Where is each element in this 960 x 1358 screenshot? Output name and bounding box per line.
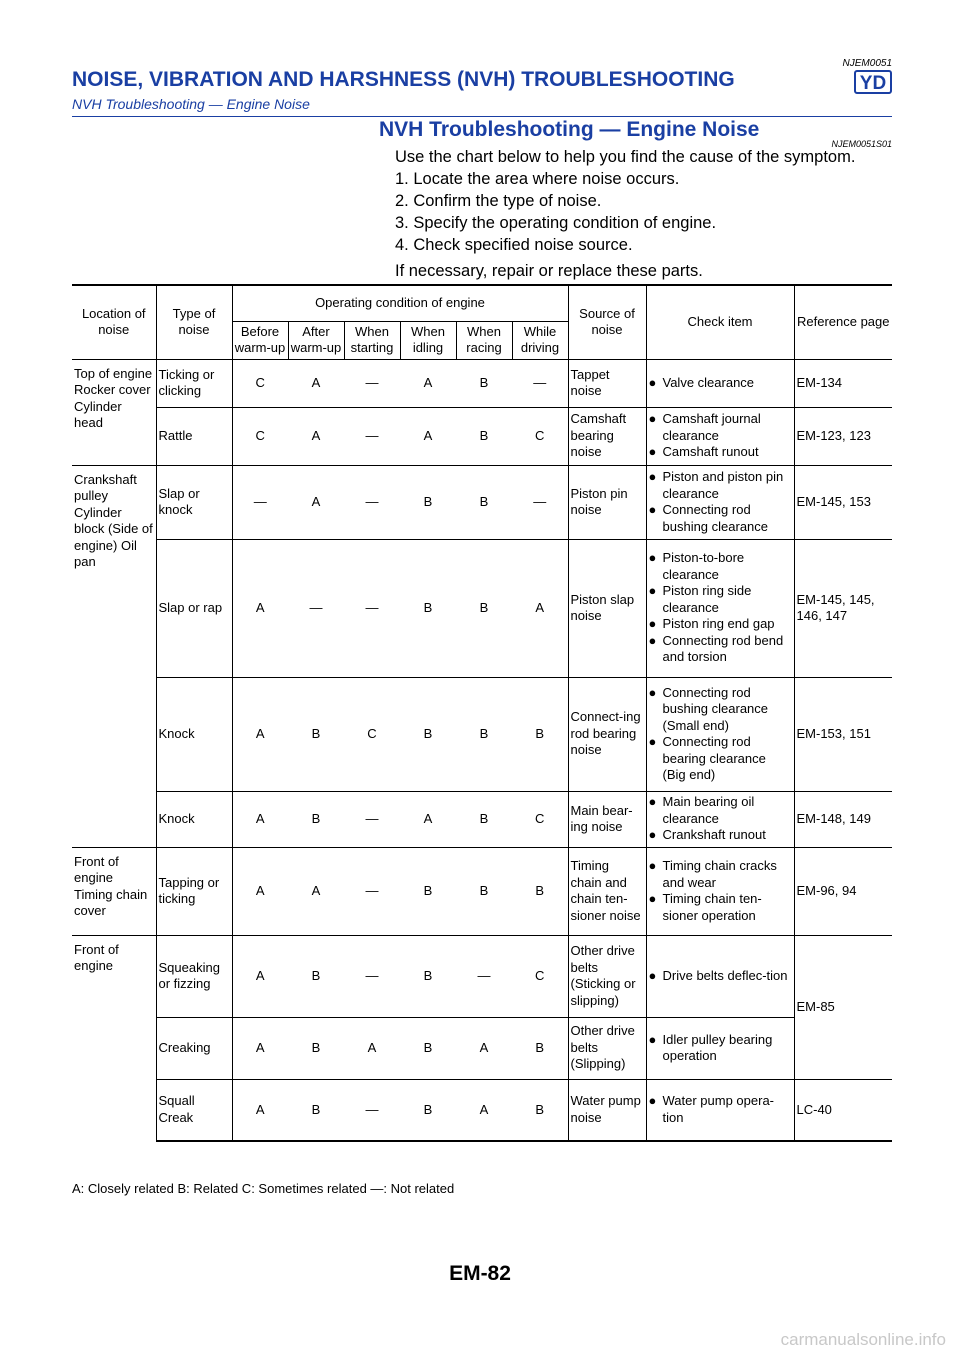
condition-cell: — xyxy=(344,407,400,465)
condition-cell: C xyxy=(512,935,568,1017)
check-text: Crankshaft runout xyxy=(662,827,766,843)
condition-cell: B xyxy=(456,465,512,539)
bullet-icon: ● xyxy=(648,411,657,427)
bullet-icon: ● xyxy=(648,1031,657,1047)
bullet-icon: ● xyxy=(648,550,657,566)
type-cell: Slap or rap xyxy=(156,539,232,677)
check-text: Piston ring side clearance xyxy=(662,583,752,615)
check-text: Water pump opera-tion xyxy=(662,1093,775,1125)
source-cell: Connect-ing rod bearing noise xyxy=(568,677,646,791)
table-row xyxy=(72,847,892,935)
watermark: carmanualsonline.info xyxy=(780,1330,946,1349)
bullet-icon: ● xyxy=(648,632,657,648)
col-header-source: Source of noise xyxy=(568,285,646,359)
condition-cell: B xyxy=(400,847,456,935)
condition-cell: B xyxy=(512,1079,568,1141)
source-cell: Piston pin noise xyxy=(568,465,646,539)
check-item xyxy=(649,827,792,844)
bullet-icon: ● xyxy=(648,891,657,906)
condition-cell: A xyxy=(288,407,344,465)
condition-cell: — xyxy=(344,935,400,1017)
bullet-icon: ● xyxy=(648,583,657,599)
legend: A: Closely related B: Related C: Sometimes related —: Not related xyxy=(72,1181,455,1196)
section-code: NJEM0051S01 xyxy=(831,139,892,149)
condition-cell: B xyxy=(456,847,512,935)
condition-cell: B xyxy=(288,791,344,847)
check-cell xyxy=(646,539,794,677)
condition-cell: A xyxy=(288,847,344,935)
check-text: Piston-to-bore clearance xyxy=(662,550,745,582)
bullet-icon: ● xyxy=(648,1093,657,1109)
check-cell xyxy=(646,1017,794,1079)
condition-cell: A xyxy=(232,539,288,677)
check-item xyxy=(649,502,792,535)
source-cell: Main bear-ing noise xyxy=(568,791,646,847)
condition-cell: A xyxy=(232,791,288,847)
check-text: Drive belts deflec-tion xyxy=(662,967,788,983)
col-header-check: Check item xyxy=(646,285,794,359)
condition-cell: B xyxy=(400,677,456,791)
check-list xyxy=(649,968,792,985)
col-header-idling: When idling xyxy=(400,321,456,359)
condition-cell: B xyxy=(400,935,456,1017)
bullet-icon: ● xyxy=(648,444,657,460)
header-divider xyxy=(72,116,892,117)
bullet-icon: ● xyxy=(648,374,657,390)
col-header-operating: Operating condition of engine xyxy=(232,285,568,321)
check-item xyxy=(649,469,792,502)
check-list xyxy=(649,1032,792,1065)
condition-cell: A xyxy=(232,847,288,935)
check-item xyxy=(649,550,792,583)
condition-cell: — xyxy=(344,465,400,539)
check-list xyxy=(649,794,792,844)
condition-cell: B xyxy=(288,935,344,1017)
check-text: Connecting rod bend and torsion xyxy=(662,632,784,665)
condition-cell: A xyxy=(232,1079,288,1141)
check-item xyxy=(649,1032,792,1065)
check-cell xyxy=(646,465,794,539)
condition-cell: — xyxy=(344,791,400,847)
check-item xyxy=(649,891,792,924)
condition-cell: A xyxy=(288,359,344,407)
check-list xyxy=(649,1093,792,1126)
location-cell: Front of engine Timing chain cover xyxy=(72,847,156,935)
condition-cell: — xyxy=(288,539,344,677)
check-text: Timing chain cracks and wear xyxy=(662,858,777,890)
check-list xyxy=(649,550,792,666)
check-text: Connecting rod bushing clearance (Small end) xyxy=(662,684,769,733)
location-cell: Crankshaft pulley Cylinder block (Side of engine) Oil pan xyxy=(72,465,156,847)
check-item xyxy=(649,794,792,827)
bullet-icon: ● xyxy=(648,616,657,632)
header-row xyxy=(72,68,892,98)
check-text: Connecting rod bushing clearance xyxy=(662,502,769,534)
check-list xyxy=(649,469,792,535)
condition-cell: A xyxy=(456,1079,512,1141)
condition-cell: A xyxy=(400,407,456,465)
type-cell: Squeaking or fizzing xyxy=(156,935,232,1017)
check-item xyxy=(649,685,792,735)
condition-cell: A xyxy=(232,935,288,1017)
condition-cell: — xyxy=(456,935,512,1017)
source-cell: Piston slap noise xyxy=(568,539,646,677)
check-item xyxy=(649,734,792,784)
check-text: Camshaft runout xyxy=(662,444,759,460)
condition-cell: — xyxy=(512,359,568,407)
source-cell: Tappet noise xyxy=(568,359,646,407)
col-header-type: Type of noise xyxy=(156,285,232,359)
check-text: Timing chain ten-sioner operation xyxy=(662,891,762,923)
reference-cell: EM-145, 145, 146, 147 xyxy=(794,539,892,677)
condition-cell: B xyxy=(512,677,568,791)
step-item: 1. Locate the area where noise occurs. xyxy=(395,170,680,188)
condition-cell: A xyxy=(288,465,344,539)
type-cell: Ticking or clicking xyxy=(156,359,232,407)
check-item xyxy=(649,616,792,633)
location-cell: Top of engine Rocker cover Cylinder head xyxy=(72,359,156,465)
table-row xyxy=(72,539,892,677)
condition-cell: C xyxy=(344,677,400,791)
check-list xyxy=(649,858,792,924)
col-header-after: After warm-up xyxy=(288,321,344,359)
check-item xyxy=(649,858,792,891)
check-text: Camshaft journal clearance xyxy=(662,411,761,443)
step-item: 2. Confirm the type of noise. xyxy=(395,192,602,210)
source-cell: Camshaft bearing noise xyxy=(568,407,646,465)
condition-cell: B xyxy=(456,407,512,465)
type-cell: Tapping or ticking xyxy=(156,847,232,935)
check-cell xyxy=(646,1079,794,1141)
bullet-icon: ● xyxy=(648,469,657,484)
condition-cell: B xyxy=(456,539,512,677)
table-body xyxy=(72,359,892,1141)
bullet-icon: ● xyxy=(648,794,657,810)
check-item xyxy=(649,633,792,666)
bullet-icon: ● xyxy=(648,858,657,873)
condition-cell: B xyxy=(456,791,512,847)
col-header-ref: Reference page xyxy=(794,285,892,359)
table-row xyxy=(72,407,892,465)
col-header-before: Before warm-up xyxy=(232,321,288,359)
check-list xyxy=(649,685,792,784)
reference-cell: EM-123, 123 xyxy=(794,407,892,465)
bullet-icon: ● xyxy=(648,734,657,749)
condition-cell: A xyxy=(344,1017,400,1079)
condition-cell: C xyxy=(512,791,568,847)
condition-cell: A xyxy=(232,1017,288,1079)
check-item xyxy=(649,444,792,461)
check-item xyxy=(649,1093,792,1126)
condition-cell: B xyxy=(288,1079,344,1141)
type-cell: Slap or knock xyxy=(156,465,232,539)
condition-cell: B xyxy=(400,1017,456,1079)
check-text: Main bearing oil clearance xyxy=(662,794,755,826)
page-number: EM-82 xyxy=(449,1262,511,1285)
condition-cell: A xyxy=(456,1017,512,1079)
intro-block xyxy=(395,146,855,282)
table-row xyxy=(72,1079,892,1141)
check-text: Idler pulley bearing operation xyxy=(662,1031,773,1063)
reference-cell: EM-148, 149 xyxy=(794,791,892,847)
condition-cell: B xyxy=(288,1017,344,1079)
reference-cell: EM-145, 153 xyxy=(794,465,892,539)
condition-cell: B xyxy=(512,1017,568,1079)
condition-cell: B xyxy=(400,465,456,539)
section-title: NVH Troubleshooting — Engine Noise xyxy=(379,118,760,141)
col-header-driving: While driving xyxy=(512,321,568,359)
condition-cell: A xyxy=(232,677,288,791)
source-cell: Other drive belts (Slipping) xyxy=(568,1017,646,1079)
condition-cell: — xyxy=(232,465,288,539)
source-cell: Water pump noise xyxy=(568,1079,646,1141)
manual-section-title: NOISE, VIBRATION AND HARSHNESS (NVH) TROUBLESHOOTING xyxy=(72,68,735,91)
type-cell: Knock xyxy=(156,677,232,791)
bullet-icon: ● xyxy=(648,502,657,517)
check-cell xyxy=(646,791,794,847)
bullet-icon: ● xyxy=(648,967,657,983)
condition-cell: B xyxy=(400,1079,456,1141)
engine-noise-table xyxy=(72,284,892,1142)
repair-note: If necessary, repair or replace these parts. xyxy=(395,262,703,280)
check-item xyxy=(649,411,792,444)
check-text: Piston ring end gap xyxy=(662,616,775,632)
check-text: Piston and piston pin clearance xyxy=(662,469,784,501)
location-cell: Front of engine xyxy=(72,935,156,1141)
condition-cell: A xyxy=(400,359,456,407)
condition-cell: C xyxy=(232,407,288,465)
condition-cell: — xyxy=(344,847,400,935)
type-cell: Creaking xyxy=(156,1017,232,1079)
condition-cell: B xyxy=(400,539,456,677)
table-row xyxy=(72,1017,892,1079)
check-text: Connecting rod bearing clearance (Big end) xyxy=(662,734,766,782)
reference-cell: LC-40 xyxy=(794,1079,892,1141)
check-list xyxy=(649,375,792,392)
check-text: Valve clearance xyxy=(662,374,755,390)
condition-cell: — xyxy=(344,539,400,677)
table-row xyxy=(72,677,892,791)
step-item: 4. Check specified noise source. xyxy=(395,236,633,254)
condition-cell: — xyxy=(512,465,568,539)
table-row xyxy=(72,465,892,539)
condition-cell: — xyxy=(344,359,400,407)
table-row xyxy=(72,935,892,1017)
check-item xyxy=(649,375,792,392)
table-row xyxy=(72,791,892,847)
col-header-starting: When starting xyxy=(344,321,400,359)
condition-cell: C xyxy=(512,407,568,465)
condition-cell: B xyxy=(456,359,512,407)
source-cell: Timing chain and chain ten-sioner noise xyxy=(568,847,646,935)
condition-cell: B xyxy=(456,677,512,791)
col-header-racing: When racing xyxy=(456,321,512,359)
condition-cell: A xyxy=(512,539,568,677)
type-cell: Squall Creak xyxy=(156,1079,232,1141)
col-header-location: Location of noise xyxy=(72,285,156,359)
check-cell xyxy=(646,847,794,935)
reference-cell: EM-153, 151 xyxy=(794,677,892,791)
check-item xyxy=(649,968,792,985)
top-reference-code: NJEM0051 xyxy=(842,58,892,69)
intro-text: Use the chart below to help you find the cause of the symptom. xyxy=(395,148,856,166)
reference-cell: EM-134 xyxy=(794,359,892,407)
check-cell xyxy=(646,359,794,407)
table-row xyxy=(72,359,892,407)
condition-cell: C xyxy=(232,359,288,407)
reference-cell: EM-96, 94 xyxy=(794,847,892,935)
bullet-icon: ● xyxy=(648,684,657,700)
step-item: 3. Specify the operating condition of engine. xyxy=(395,214,717,232)
engine-model-badge: YD xyxy=(854,70,892,94)
condition-cell: — xyxy=(344,1079,400,1141)
check-cell xyxy=(646,407,794,465)
check-item xyxy=(649,583,792,616)
header-subtitle: NVH Troubleshooting — Engine Noise xyxy=(72,96,310,112)
condition-cell: A xyxy=(400,791,456,847)
type-cell: Rattle xyxy=(156,407,232,465)
condition-cell: B xyxy=(512,847,568,935)
source-cell: Other drive belts (Sticking or slipping) xyxy=(568,935,646,1017)
reference-cell: EM-85 xyxy=(794,935,892,1079)
check-cell xyxy=(646,935,794,1017)
condition-cell: B xyxy=(288,677,344,791)
check-list xyxy=(649,411,792,461)
bullet-icon: ● xyxy=(648,827,657,843)
check-cell xyxy=(646,677,794,791)
type-cell: Knock xyxy=(156,791,232,847)
